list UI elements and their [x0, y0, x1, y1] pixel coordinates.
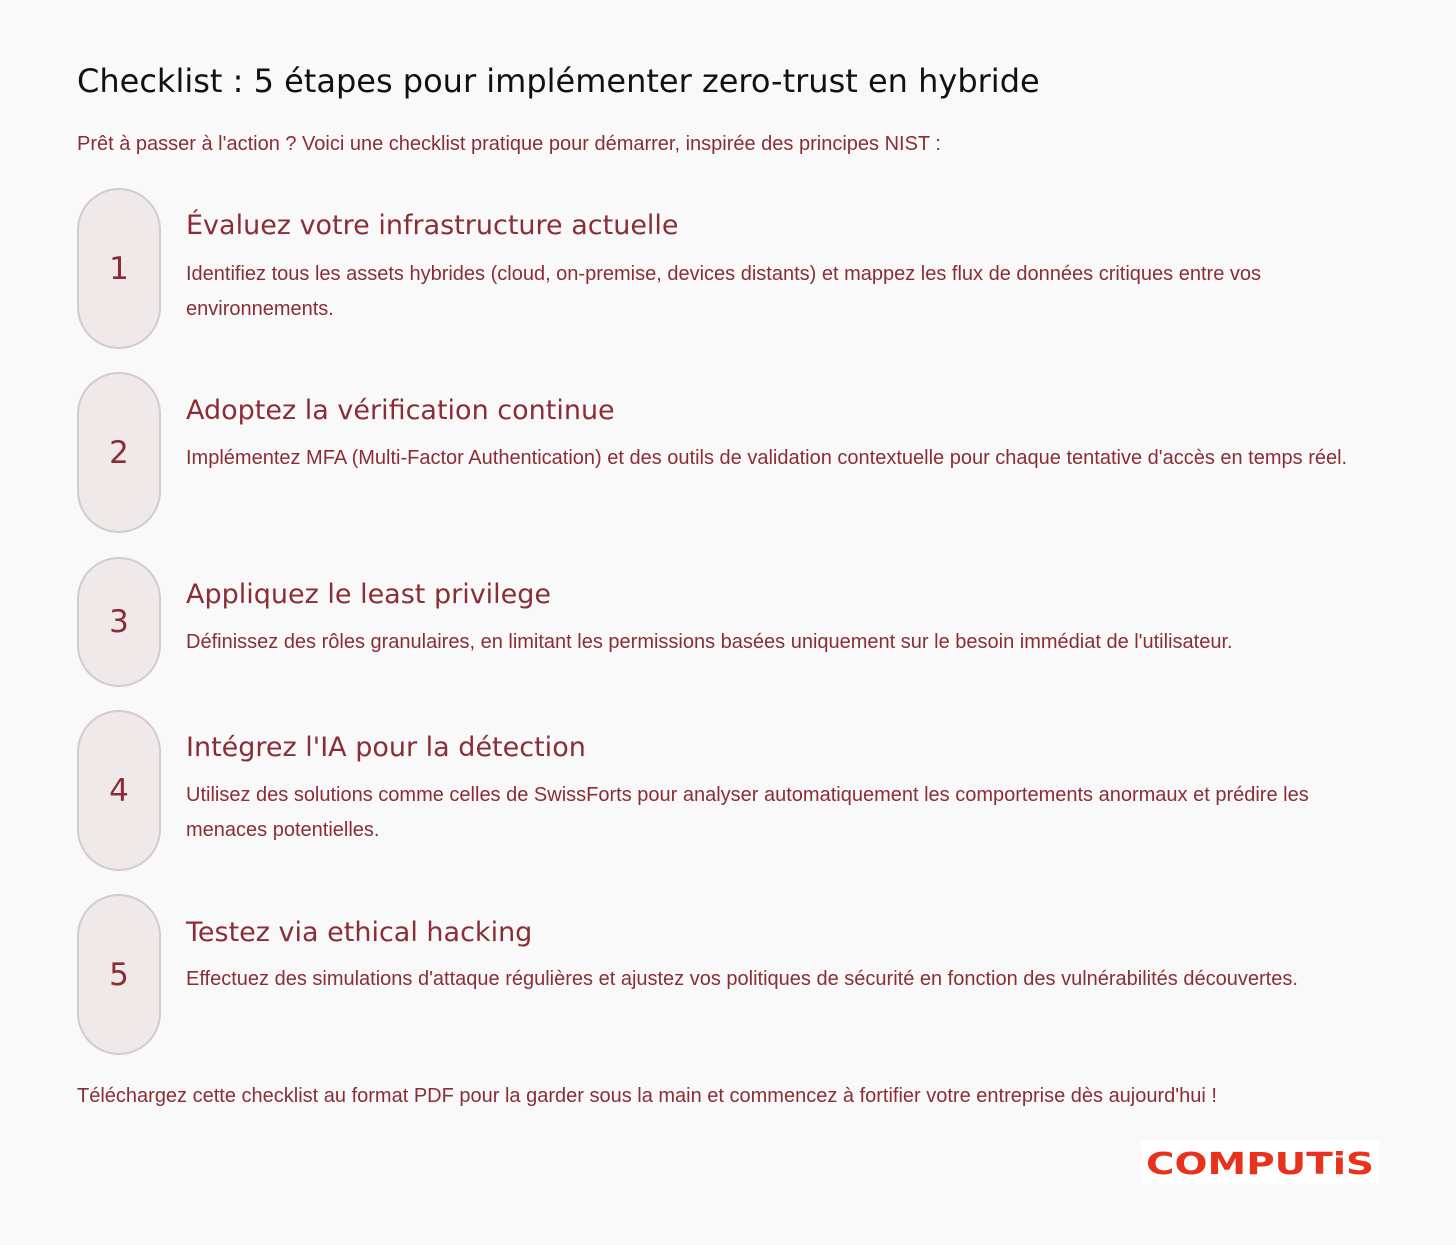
step-number-badge: 4 — [77, 710, 161, 871]
step-description: Implémentez MFA (Multi-Factor Authentication) et des outils de validation contextuelle pour chaque tentative d'accès en temps réel. — [186, 447, 1348, 469]
step-title: Évaluez votre infrastructure actuelle — [186, 210, 679, 241]
step-number-badge: 3 — [77, 557, 161, 687]
logo-wordmark: COMPUTiS — [1146, 1147, 1374, 1182]
footer-text: Téléchargez cette checklist au format PDF pour la garder sous la main et commencez à fortifier votre entreprise dès aujourd'hui ! — [77, 1085, 1217, 1107]
computis-logo — [1141, 1140, 1379, 1184]
step-description: Utilisez des solutions comme celles de SwissForts pour analyser automatiquement les comportements anormaux et prédire les menaces potentielles. — [186, 784, 1309, 841]
page-title: Checklist : 5 étapes pour implémenter zero-trust en hybride — [77, 62, 1040, 100]
step-number-badge: 1 — [77, 188, 161, 349]
step-title: Adoptez la vérification continue — [186, 395, 615, 426]
step-description: Définissez des rôles granulaires, en limitant les permissions basées uniquement sur le besoin immédiat de l'utilisateur. — [186, 631, 1233, 653]
step-description: Identifiez tous les assets hybrides (cloud, on-premise, devices distants) et mappez les flux de données critiques entre vos environnements. — [186, 263, 1261, 320]
step-number-badge: 5 — [77, 894, 161, 1055]
step-description: Effectuez des simulations d'attaque régulières et ajustez vos politiques de sécurité en fonction des vulnérabilités découvertes. — [186, 968, 1298, 990]
step-title: Intégrez l'IA pour la détection — [186, 732, 586, 763]
step-title: Testez via ethical hacking — [186, 917, 533, 948]
step-number-badge: 2 — [77, 372, 161, 533]
intro-text: Prêt à passer à l'action ? Voici une checklist pratique pour démarrer, inspirée des principes NIST : — [77, 133, 941, 155]
step-title: Appliquez le least privilege — [186, 579, 552, 610]
